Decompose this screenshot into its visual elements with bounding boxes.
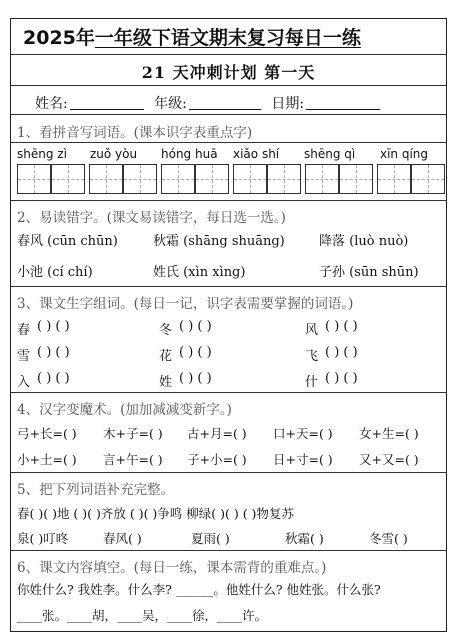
section-6-heading: 6、课文内容填空。(每日一练，课本需背的重难点。) xyxy=(17,560,327,576)
subtitle: 21 天冲刺计划 第一天 xyxy=(141,63,316,82)
section-5-heading: 5、把下列词语补充完整。 xyxy=(17,482,175,498)
s3-char: 雪 xyxy=(17,349,31,364)
title-year: 2025年 xyxy=(23,27,95,49)
s4-item: 口+天=( ) xyxy=(273,426,333,441)
s3-char: 春 xyxy=(17,323,31,338)
s4-item: 子+小=( ) xyxy=(187,452,247,467)
s2-item: 小池 (cí chí) xyxy=(17,265,93,280)
pinyin-5: shēng qì xyxy=(304,147,356,161)
s6-row-2: ____张。____胡，____吴，____徐，____许。 xyxy=(17,608,268,623)
title-topic: 期末复习每日一练 xyxy=(208,27,361,49)
s3-slot[interactable]: ( ) ( ) xyxy=(179,319,212,334)
grade-label: 年级: xyxy=(154,96,187,112)
s3-char: 什 xyxy=(305,375,319,390)
pinyin-6: xīn qíng xyxy=(380,147,429,161)
s5-row-1: 春( )( )地 ( )( )齐放 ( )( )争鸣 柳绿( )( ) ( )物复苏 xyxy=(17,506,294,521)
s4-item: 古+月=( ) xyxy=(187,426,247,441)
s3-slot[interactable]: ( ) ( ) xyxy=(179,345,212,360)
s3-slot[interactable]: ( ) ( ) xyxy=(325,345,358,360)
title-grade: 一年级下语文 xyxy=(94,27,209,49)
section-2-heading: 2、易读错字。(课文易读错字，每日选一选。) xyxy=(17,210,286,226)
s3-char: 冬 xyxy=(159,323,173,338)
section-3-heading: 3、课文生字组词。(每日一记，识字表需要掌握的词语。) xyxy=(17,296,354,312)
s2-item: 降落 (luò nuò) xyxy=(319,234,409,249)
s2-item: 子孙 (sūn shūn) xyxy=(319,265,419,280)
s3-char: 姓 xyxy=(159,375,173,390)
s5-item: 春风( ) xyxy=(103,531,142,546)
s4-item: 言+午=( ) xyxy=(103,452,163,467)
s5-end-line xyxy=(11,19,446,551)
s3-slot[interactable]: ( ) ( ) xyxy=(325,319,358,334)
s5-item: 夏雨( ) xyxy=(191,531,230,546)
s5-item: 泉( )叮咚 xyxy=(17,531,69,546)
s3-char: 风 xyxy=(305,323,319,338)
section-4-heading: 4、汉字变魔术。(加加减减变新字。) xyxy=(17,402,232,418)
s2-item: 姓氏 (xìn xìng) xyxy=(153,265,246,280)
s3-slot[interactable]: ( ) ( ) xyxy=(325,371,358,386)
s4-item: 弓+长=( ) xyxy=(17,426,77,441)
s2-item: 秋霜 (shāng shuāng) xyxy=(153,234,285,249)
date-label: 日期: xyxy=(271,96,305,112)
pinyin-2: zuǒ yòu xyxy=(90,147,138,161)
s5-item: 秋霜( ) xyxy=(285,531,324,546)
s4-item: 又+又=( ) xyxy=(359,452,419,467)
s4-item: 日+寸=( ) xyxy=(273,452,333,467)
pinyin-3: hóng huā xyxy=(161,147,218,161)
s4-item: 小+土=( ) xyxy=(17,452,77,467)
section-1-heading: 1、看拼音写词语。(课本识字表重点字) xyxy=(17,125,253,141)
s4-item: 木+子=( ) xyxy=(103,426,163,441)
s3-char: 飞 xyxy=(305,349,319,364)
s3-slot[interactable]: ( ) ( ) xyxy=(37,345,70,360)
s3-slot[interactable]: ( ) ( ) xyxy=(37,371,70,386)
s3-slot[interactable]: ( ) ( ) xyxy=(37,319,70,334)
pinyin-4: xiǎo shí xyxy=(233,147,280,161)
worksheet xyxy=(10,18,447,632)
s3-char: 花 xyxy=(159,349,173,364)
s2-item: 春风 (cūn chūn) xyxy=(17,234,118,249)
s3-char: 入 xyxy=(17,375,31,390)
s3-slot[interactable]: ( ) ( ) xyxy=(179,371,212,386)
s6-row-1: 你姓什么? 我姓李。什么李? ______。他姓什么? 他姓张。什么张? xyxy=(17,582,381,597)
s4-item: 女+生=( ) xyxy=(359,426,419,441)
pinyin-1: shēng zì xyxy=(17,147,67,161)
s5-item: 冬雪( ) xyxy=(369,531,408,546)
name-label: 姓名: xyxy=(35,96,68,112)
